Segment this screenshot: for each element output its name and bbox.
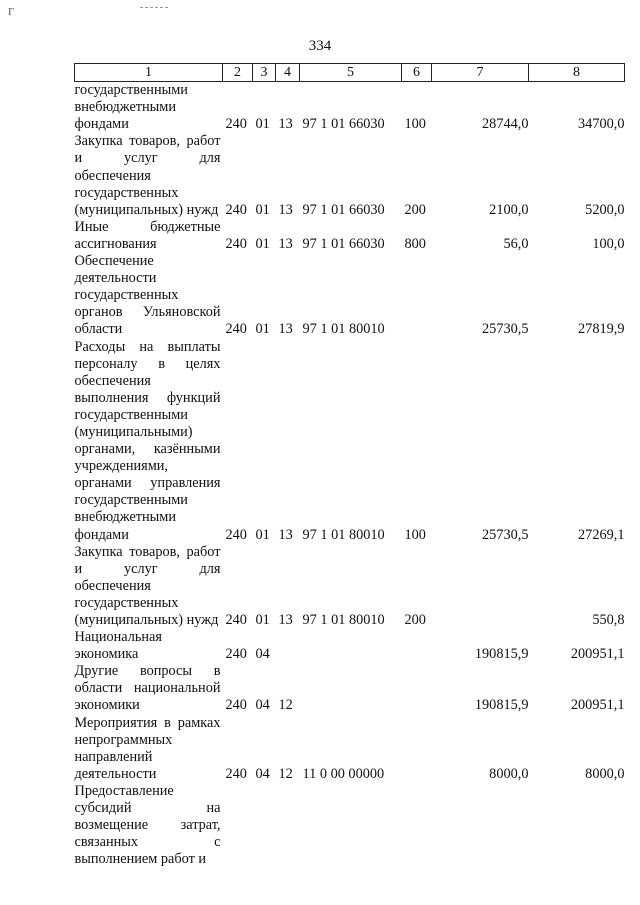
cell-target-code: 97 1 01 80010 xyxy=(302,612,385,628)
cell-amount-year-2: 200951,1 xyxy=(570,646,625,663)
cell-ministry: 240 xyxy=(225,646,247,663)
cell-amount-year-2: 8000,0 xyxy=(585,765,625,782)
cell-expense-type xyxy=(402,629,432,663)
page-number: 334 xyxy=(308,38,332,54)
cell-section: 04 xyxy=(255,646,270,663)
cell-subsection: 12 xyxy=(278,697,293,714)
cell-ministry: 240 xyxy=(225,235,247,252)
row-name: Обеспечение деятельности государственных органов Ульяновской области xyxy=(74,253,221,338)
row-name: Мероприятия в рамках непрограммных направлений деятельности xyxy=(74,714,221,782)
cell-expense-type xyxy=(402,663,432,714)
table-row xyxy=(75,339,625,544)
cell-amount-year-2: 27269,1 xyxy=(578,526,625,543)
cell-subsection: 13 xyxy=(278,612,293,628)
cell-section: 04 xyxy=(255,697,270,714)
cell-subsection: 13 xyxy=(278,116,293,133)
cell-section: 01 xyxy=(255,612,270,628)
cell-amount-year-1 xyxy=(432,544,529,629)
cell-ministry: 240 xyxy=(225,765,247,782)
cell-section: 04 xyxy=(255,765,270,782)
cell-amount-year-2: 27819,9 xyxy=(578,321,625,338)
header-cell: 3 xyxy=(253,64,276,82)
cell-expense-type xyxy=(402,253,432,338)
row-name: Предоставление субсидий на возмещение затрат, связанных с выполнением работ и xyxy=(74,782,221,868)
row-name: государственными внебюджетными фондами xyxy=(74,82,188,133)
cell-ministry: 240 xyxy=(225,321,247,338)
table-row xyxy=(75,253,625,338)
cell-subsection: 13 xyxy=(278,235,293,252)
cell-ministry: 240 xyxy=(225,116,247,133)
cell-subsection: 13 xyxy=(278,526,293,543)
cell-target-code xyxy=(300,629,402,663)
cell-expense-type: 200 xyxy=(404,201,426,218)
cell-target-code: 97 1 01 80010 xyxy=(302,321,385,338)
header-cell: 8 xyxy=(529,64,625,82)
row-name: Национальная экономика xyxy=(74,629,162,663)
cell-subsection xyxy=(276,783,300,868)
header-cell: 5 xyxy=(300,64,402,82)
cell-subsection: 13 xyxy=(278,201,293,218)
table-row xyxy=(75,783,625,868)
cell-section: 01 xyxy=(255,526,270,543)
cell-section xyxy=(253,783,276,868)
cell-expense-type: 800 xyxy=(404,235,426,252)
cell-subsection: 13 xyxy=(278,321,293,338)
cell-section: 01 xyxy=(255,201,270,218)
table-row xyxy=(75,219,625,253)
cell-expense-type: 100 xyxy=(404,116,426,133)
table-row xyxy=(75,629,625,663)
row-name: Расходы на выплаты персоналу в целях обеспечения выполнения функций государственными (муниципальными) органами, казёнными учреждениями, органами управления государственными внебюджетными фондами xyxy=(74,338,221,543)
cell-amount-year-1: 2100,0 xyxy=(489,201,529,218)
cell-target-code: 97 1 01 66030 xyxy=(302,235,385,252)
cell-amount-year-2 xyxy=(529,783,625,868)
top-dash-mark xyxy=(140,7,168,8)
table-row xyxy=(75,715,625,783)
table-row xyxy=(75,544,625,629)
cell-amount-year-1 xyxy=(432,783,529,868)
header-cell: 6 xyxy=(402,64,432,82)
cell-amount-year-1: 25730,5 xyxy=(482,526,529,543)
cell-amount-year-2: 200951,1 xyxy=(570,697,625,714)
header-cell: 7 xyxy=(432,64,529,82)
cell-ministry: 240 xyxy=(225,201,247,218)
cell-target-code xyxy=(300,663,402,714)
cell-expense-type: 100 xyxy=(404,526,426,543)
cell-amount-year-1: 28744,0 xyxy=(482,116,529,133)
cell-section: 01 xyxy=(255,235,270,252)
cell-target-code: 11 0 00 00000 xyxy=(302,765,385,782)
table-row xyxy=(75,133,625,218)
row-name: Иные бюджетные ассигнования xyxy=(74,218,221,252)
cell-amount-year-1: 190815,9 xyxy=(474,646,529,663)
cell-amount-year-2: 5200,0 xyxy=(585,201,625,218)
cell-amount-year-1: 56,0 xyxy=(503,235,529,252)
cell-subsection: 12 xyxy=(278,765,293,782)
header-cell: 4 xyxy=(276,64,300,82)
cell-amount-year-2: 100,0 xyxy=(592,235,625,252)
row-name: Закупка товаров, работ и услуг для обеспечения государственных (муниципальных) нужд xyxy=(74,133,221,218)
cell-expense-type: 200 xyxy=(404,612,426,628)
cell-ministry xyxy=(223,783,253,868)
cell-expense-type xyxy=(402,715,432,783)
row-name: Другие вопросы в области национальной экономики xyxy=(74,663,221,714)
cell-section: 01 xyxy=(255,321,270,338)
corner-mark: Г xyxy=(8,6,15,18)
cell-target-code: 97 1 01 80010 xyxy=(302,526,385,543)
cell-ministry: 240 xyxy=(225,526,247,543)
cell-amount-year-1: 190815,9 xyxy=(474,697,529,714)
cell-expense-type xyxy=(402,783,432,868)
header-row xyxy=(75,64,625,82)
cell-target-code: 97 1 01 66030 xyxy=(302,116,385,133)
cell-ministry: 240 xyxy=(225,612,247,628)
cell-amount-year-2: 34700,0 xyxy=(578,116,625,133)
cell-section: 01 xyxy=(255,116,270,133)
row-name: Закупка товаров, работ и услуг для обеспечения государственных (муниципальных) нужд xyxy=(74,543,221,628)
cell-subsection xyxy=(276,629,300,663)
cell-target-code xyxy=(300,783,402,868)
cell-amount-year-1: 8000,0 xyxy=(489,765,529,782)
header-cell: 2 xyxy=(223,64,253,82)
cell-amount-year-2: 550,8 xyxy=(592,612,625,628)
table-row xyxy=(75,663,625,714)
budget-table xyxy=(74,63,625,868)
cell-amount-year-1: 25730,5 xyxy=(482,321,529,338)
header-cell: 1 xyxy=(75,64,223,82)
cell-ministry: 240 xyxy=(225,697,247,714)
table-row xyxy=(75,82,625,134)
cell-target-code: 97 1 01 66030 xyxy=(302,201,385,218)
